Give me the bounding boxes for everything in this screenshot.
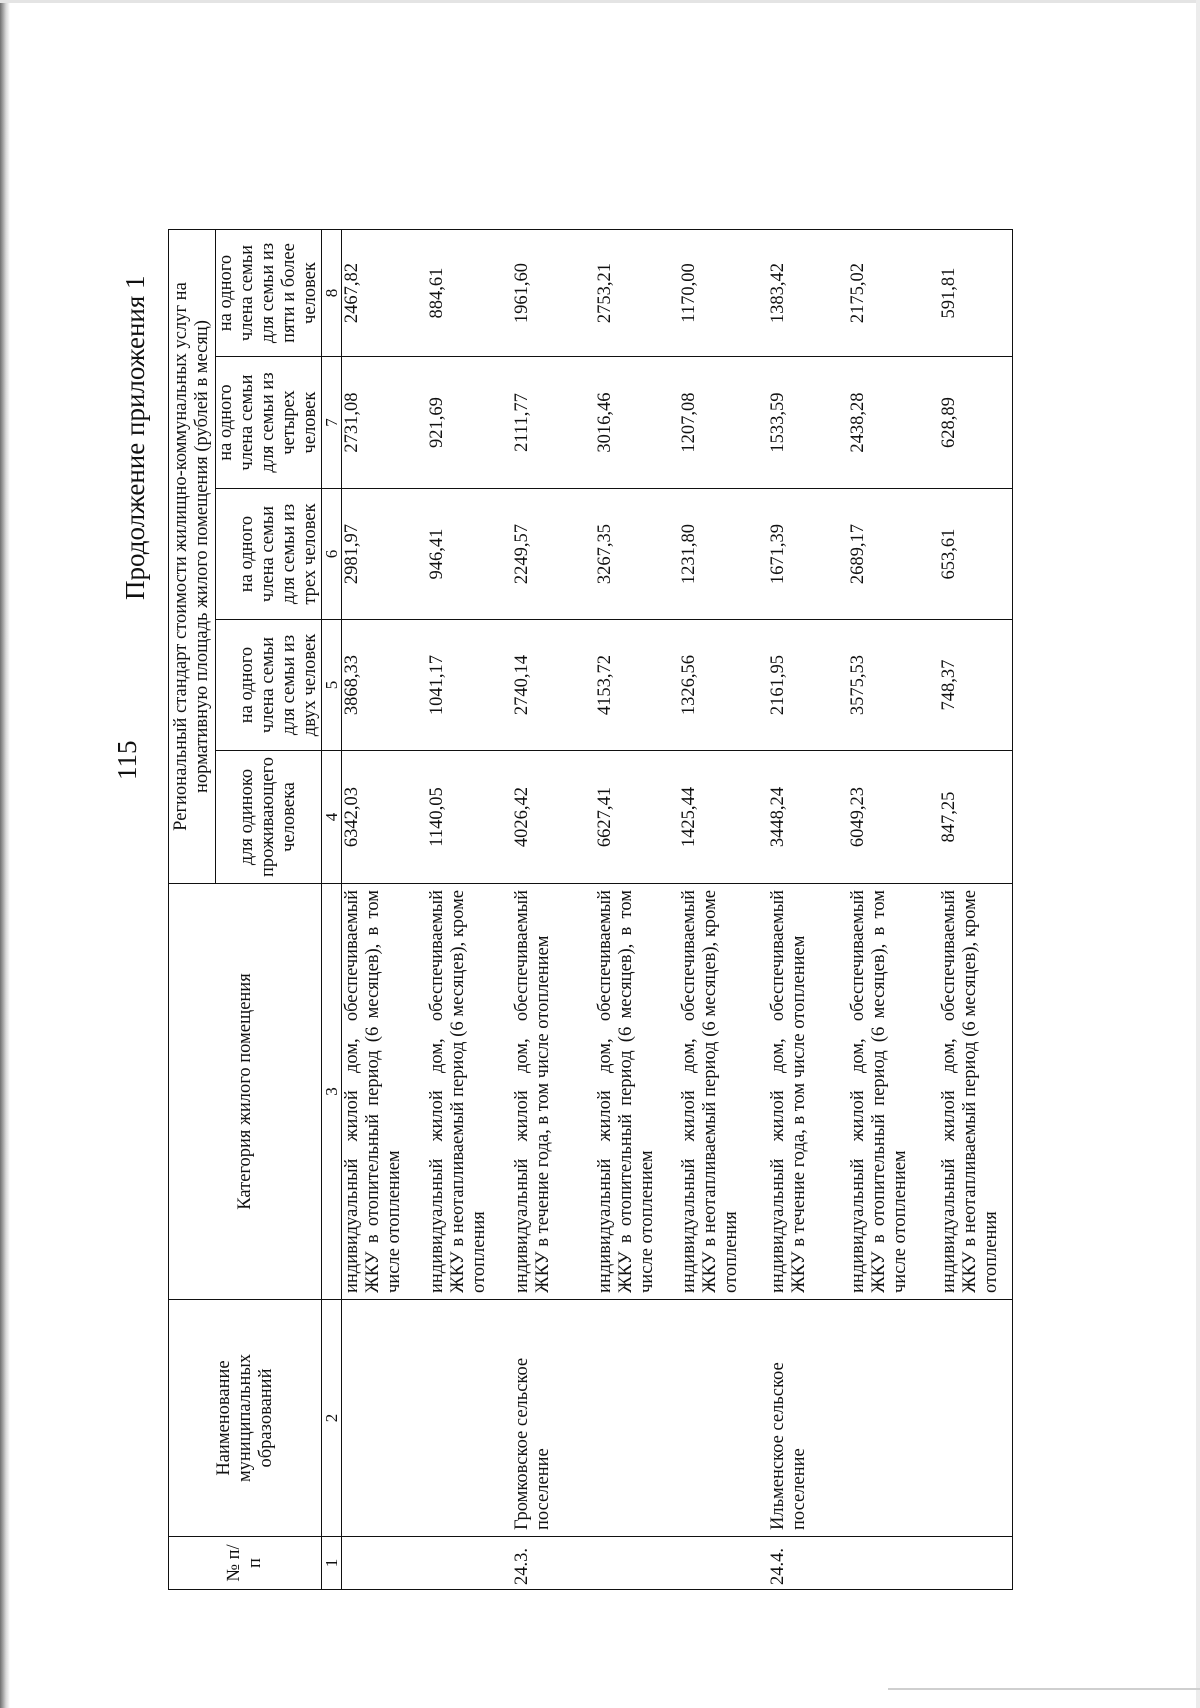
page-number: 115: [112, 740, 142, 780]
row-number: [939, 1537, 1013, 1590]
municipality-name: Громковское сельское поселение: [512, 1300, 595, 1537]
housing-category: индивидуальный жилой дом, обеспечиваемый ЖКУ в отопительный период (6 месяцев), в том числе отоплением: [342, 884, 427, 1300]
cost-value: 4153,72: [595, 620, 679, 751]
cost-value: 4026,42: [512, 751, 595, 884]
table-row: [512, 230, 595, 1590]
column-number: 8: [322, 230, 342, 357]
housing-category: индивидуальный жилой дом, обеспечиваемый ЖКУ в неотапливаемый период (6 месяцев), кроме отопления: [939, 884, 1013, 1300]
table-row: [679, 230, 768, 1590]
cost-value: 2467,82: [342, 230, 427, 357]
cost-value: 591,81: [939, 230, 1013, 357]
municipality-name: Ильменское сельское поселение: [768, 1300, 848, 1537]
cost-value: 1207,08: [679, 357, 768, 489]
header-standard-group: Региональный стандарт стоимости жилищно-коммунальных услуг на нормативную площадь жилого помещения (рублей в месяц): [169, 230, 216, 884]
cost-value: 2438,28: [848, 357, 939, 489]
cost-value: 6049,23: [848, 751, 939, 884]
cost-value: 1231,80: [679, 489, 768, 620]
cost-value: 2175,02: [848, 230, 939, 357]
cost-value: 2689,17: [848, 489, 939, 620]
table-row: [768, 230, 848, 1590]
row-number: [848, 1537, 939, 1590]
cost-value: 3575,53: [848, 620, 939, 751]
cost-value: 946,41: [427, 489, 512, 620]
cost-value: 3868,33: [342, 620, 427, 751]
row-number: [595, 1537, 679, 1590]
cost-value: 653,61: [939, 489, 1013, 620]
table-row: [595, 230, 679, 1590]
cost-value: 3016,46: [595, 357, 679, 489]
cost-value: 884,61: [427, 230, 512, 357]
header-two: на одного члена семьи для семьи из двух человек: [216, 620, 322, 751]
table-row: [342, 230, 427, 1590]
column-number: 1: [322, 1537, 342, 1590]
cost-value: 628,89: [939, 357, 1013, 489]
housing-category: индивидуальный жилой дом, обеспечиваемый ЖКУ в отопительный период (6 месяцев), в том числе отоплением: [595, 884, 679, 1300]
cost-value: 1170,00: [679, 230, 768, 357]
housing-category: индивидуальный жилой дом, обеспечиваемый ЖКУ в течение года, в том числе отоплением: [512, 884, 595, 1300]
housing-category: индивидуальный жилой дом, обеспечиваемый ЖКУ в отопительный период (6 месяцев), в том числе отоплением: [848, 884, 939, 1300]
column-number: 2: [322, 1300, 342, 1537]
cost-value: 2981,97: [342, 489, 427, 620]
column-number: 6: [322, 489, 342, 620]
municipality-name: [679, 1300, 768, 1537]
row-number: [679, 1537, 768, 1590]
housing-category: индивидуальный жилой дом, обеспечиваемый ЖКУ в неотапливаемый период (6 месяцев), кроме отопления: [679, 884, 768, 1300]
row-number: [342, 1537, 427, 1590]
cost-value: 2731,08: [342, 357, 427, 489]
page-subtitle: Продолжение приложения 1: [120, 275, 150, 600]
cost-value: 6342,03: [342, 751, 427, 884]
header-single: для одиноко проживающего человека: [216, 751, 322, 884]
column-number: 5: [322, 620, 342, 751]
municipality-name: [342, 1300, 427, 1537]
cost-value: 2740,14: [512, 620, 595, 751]
housing-category: индивидуальный жилой дом, обеспечиваемый ЖКУ в течение года, в том числе отоплением: [768, 884, 848, 1300]
municipality-name: [848, 1300, 939, 1537]
cost-value: 1533,59: [768, 357, 848, 489]
housing-category: индивидуальный жилой дом, обеспечиваемый ЖКУ в неотапливаемый период (6 месяцев), кроме отопления: [427, 884, 512, 1300]
municipality-name: [939, 1300, 1013, 1537]
row-number: 24.4.: [768, 1537, 848, 1590]
header-category: Категория жилого помещения: [169, 884, 322, 1300]
cost-value: 1425,44: [679, 751, 768, 884]
cost-value: 921,69: [427, 357, 512, 489]
cost-value: 2753,21: [595, 230, 679, 357]
cost-value: 2161,95: [768, 620, 848, 751]
header-no: № п/п: [169, 1537, 322, 1590]
table-row: [427, 230, 512, 1590]
cost-value: 2111,77: [512, 357, 595, 489]
column-number: 3: [322, 884, 342, 1300]
cost-value: 847,25: [939, 751, 1013, 884]
header-four: на одного члена семьи для семьи из четырех человек: [216, 357, 322, 489]
row-number: [427, 1537, 512, 1590]
cost-value: 3267,35: [595, 489, 679, 620]
cost-value: 1383,42: [768, 230, 848, 357]
cost-value: 748,37: [939, 620, 1013, 751]
standard-table: [168, 229, 1013, 1590]
cost-value: 3448,24: [768, 751, 848, 884]
table-row: [939, 230, 1013, 1590]
row-number: 24.3.: [512, 1537, 595, 1590]
column-number: 7: [322, 357, 342, 489]
cost-value: 2249,57: [512, 489, 595, 620]
column-numbers-row: [322, 230, 342, 1590]
cost-value: 1041,17: [427, 620, 512, 751]
municipality-name: [595, 1300, 679, 1537]
cost-value: 6627,41: [595, 751, 679, 884]
municipality-name: [427, 1300, 512, 1537]
cost-value: 1326,56: [679, 620, 768, 751]
cost-value: 1961,60: [512, 230, 595, 357]
header-five-plus: на одного члена семьи для семьи из пяти и более человек: [216, 230, 322, 357]
cost-value: 1671,39: [768, 489, 848, 620]
column-number: 4: [322, 751, 342, 884]
header-name: Наименование муниципальных образований: [169, 1300, 322, 1537]
header-three: на одного члена семьи для семьи из трех человек: [216, 489, 322, 620]
cost-value: 1140,05: [427, 751, 512, 884]
table-row: [848, 230, 939, 1590]
